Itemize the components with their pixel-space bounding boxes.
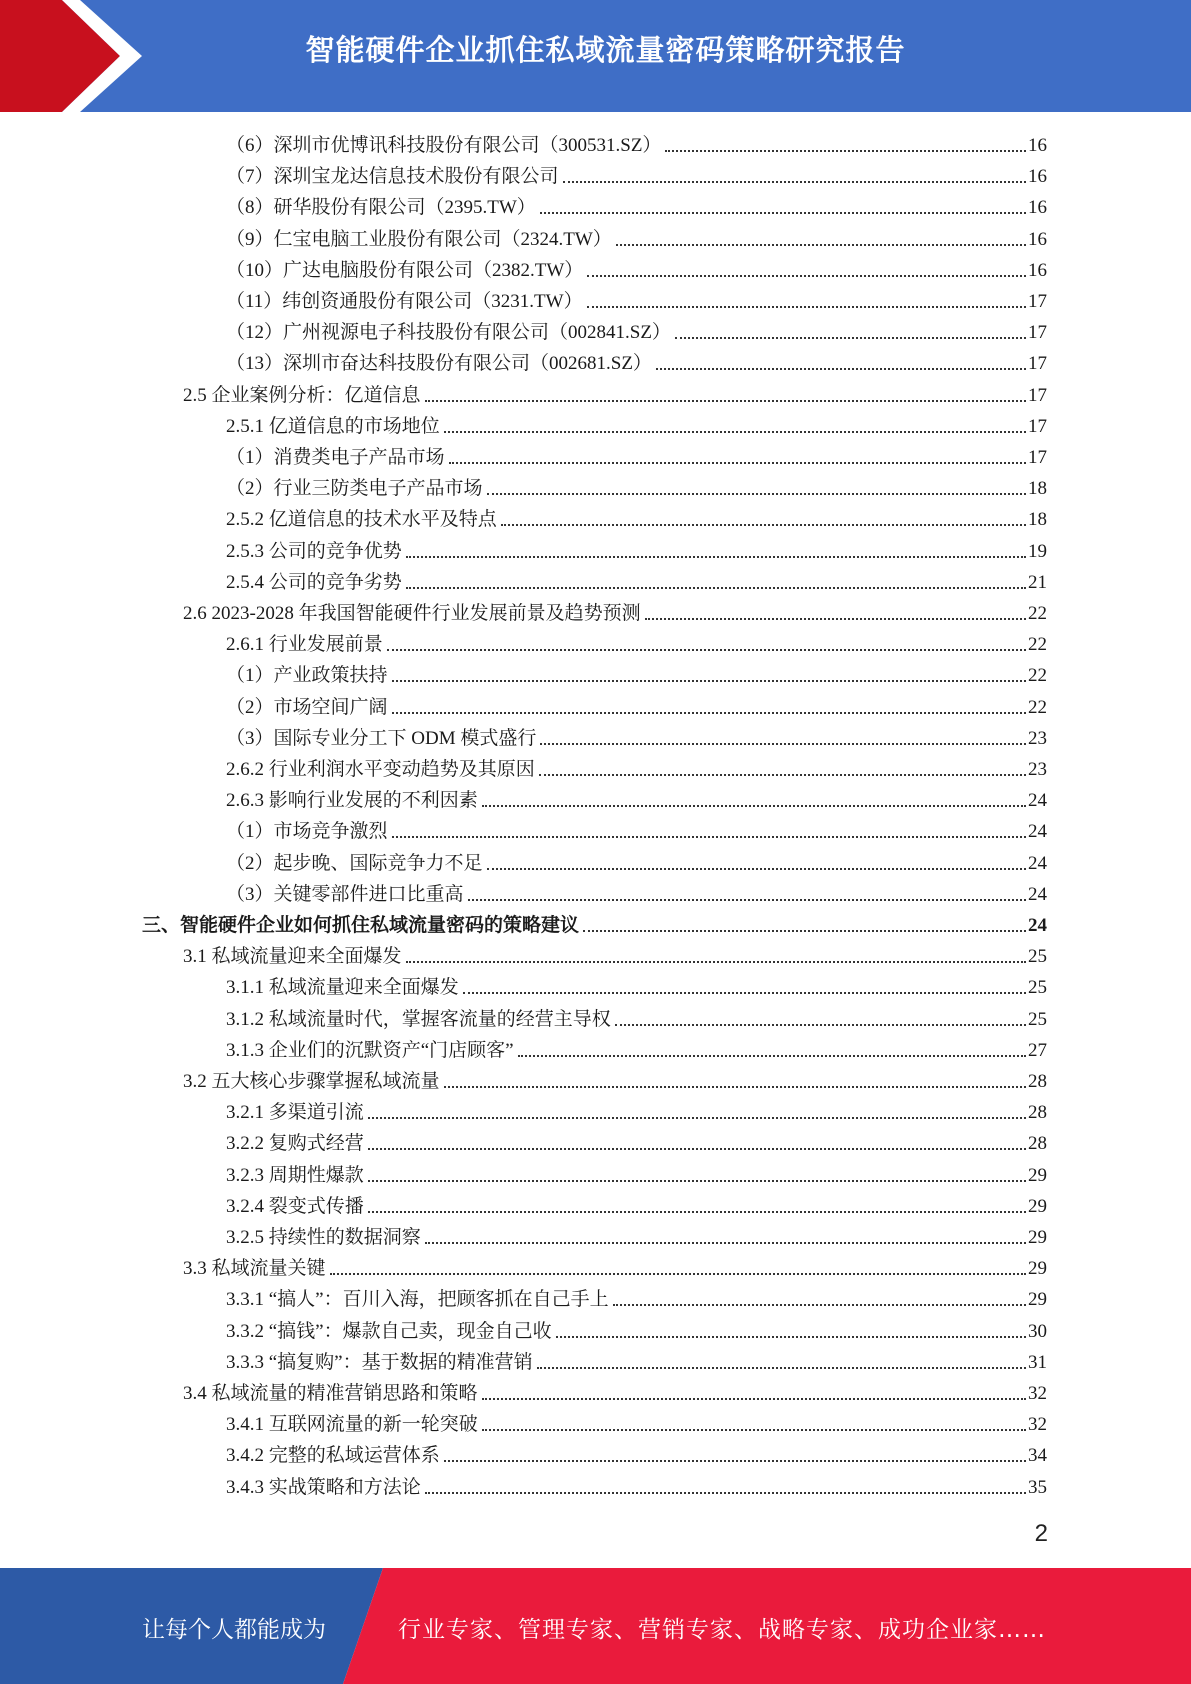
toc-entry-label: 3.1.3 企业们的沉默资产“门店顾客” — [226, 1039, 514, 1061]
toc-entry[interactable] — [183, 1064, 1047, 1094]
toc-dot-leader — [449, 461, 1026, 464]
toc-entry-label: 3.2.4 裂变式传播 — [226, 1195, 364, 1217]
toc-dot-leader — [665, 149, 1026, 152]
toc-dot-leader — [487, 867, 1026, 870]
toc-entry-label: （2）起步晚、国际竞争力不足 — [226, 852, 483, 874]
toc-entry-page: 24 — [1028, 883, 1047, 905]
toc-dot-leader — [392, 711, 1026, 714]
toc-entry-page: 23 — [1028, 759, 1047, 780]
toc-entry-page: 17 — [1028, 447, 1047, 468]
toc-entry-label: 3.1.1 私域流量迎来全面爆发 — [226, 977, 459, 999]
toc-entry-label: 3.3.1 “搞人”：百川入海，把顾客抓在自己手上 — [226, 1289, 609, 1311]
toc-dot-leader — [518, 1054, 1026, 1057]
toc-dot-leader — [539, 773, 1026, 776]
toc-entry[interactable] — [226, 1158, 1047, 1188]
report-title: 智能硬件企业抓住私域流量密码策略研究报告 — [305, 33, 906, 67]
toc-entry[interactable] — [226, 721, 1047, 751]
toc-entry[interactable] — [226, 752, 1047, 782]
toc-entry-page: 25 — [1028, 946, 1047, 968]
toc-entry[interactable] — [226, 409, 1047, 439]
toc-entry-page: 16 — [1028, 259, 1047, 281]
toc-entry-label: （6）深圳市优博讯科技股份有限公司（300531.SZ） — [226, 135, 662, 156]
toc-entry-page: 32 — [1028, 1383, 1047, 1404]
toc-entry-page: 27 — [1028, 1039, 1047, 1061]
toc-dot-leader — [583, 929, 1026, 932]
toc-entry-label: 3.1 私域流量迎来全面爆发 — [183, 946, 402, 968]
toc-entry-page: 16 — [1028, 135, 1047, 156]
toc-dot-leader — [330, 1272, 1026, 1275]
toc-entry[interactable] — [183, 939, 1047, 969]
toc-dot-leader — [406, 960, 1026, 963]
toc-dot-leader — [406, 555, 1026, 558]
toc-entry[interactable] — [226, 565, 1047, 595]
toc-entry[interactable] — [226, 814, 1047, 844]
toc-dot-leader — [482, 804, 1026, 807]
toc-entry[interactable] — [226, 346, 1047, 376]
toc-entry[interactable] — [183, 1251, 1047, 1281]
toc-dot-leader — [487, 492, 1026, 495]
toc-entry-label: （8）研华股份有限公司（2395.TW） — [226, 197, 536, 219]
toc-entry[interactable] — [226, 471, 1047, 501]
toc-dot-leader — [444, 430, 1026, 433]
toc-entry[interactable] — [226, 1126, 1047, 1156]
toc-entry-page: 24 — [1028, 915, 1047, 936]
toc-entry[interactable] — [226, 783, 1047, 813]
toc-entry[interactable] — [226, 690, 1047, 720]
toc-entry[interactable] — [226, 1033, 1047, 1063]
toc-entry[interactable] — [226, 128, 1047, 158]
toc-entry-page: 24 — [1028, 852, 1047, 874]
toc-entry-label: 2.6.3 影响行业发展的不利因素 — [226, 790, 478, 812]
toc-entry-page: 29 — [1028, 1164, 1047, 1186]
toc-entry-label: （1）产业政策扶持 — [226, 665, 388, 687]
toc-entry[interactable] — [226, 627, 1047, 657]
toc-dot-leader — [616, 243, 1026, 246]
toc-entry-label: 2.6 2023-2028 年我国智能硬件行业发展前景及趋势预测 — [183, 603, 641, 624]
toc-entry-page: 34 — [1028, 1445, 1047, 1467]
toc-entry[interactable] — [226, 440, 1047, 470]
toc-entry-label: 三、智能硬件企业如何抓住私域流量密码的策略建议 — [142, 915, 580, 936]
toc-entry[interactable] — [183, 378, 1047, 408]
footer-slogan-left: 让每个人都能成为 — [142, 1617, 326, 1643]
toc-entry-label: 3.3 私域流量关键 — [183, 1258, 326, 1280]
toc-entry-page: 16 — [1028, 197, 1047, 219]
toc-entry-label: 3.1.2 私域流量时代，掌握客流量的经营主导权 — [226, 1008, 611, 1030]
toc-entry-label: （2）行业三防类电子产品市场 — [226, 478, 483, 500]
toc-entry-page: 28 — [1028, 1102, 1047, 1124]
toc-dot-leader — [615, 1023, 1026, 1026]
toc-entry-page: 22 — [1028, 665, 1047, 687]
toc-entry[interactable] — [183, 1376, 1047, 1406]
toc-entry[interactable] — [226, 1407, 1047, 1437]
toc-dot-leader — [540, 211, 1026, 214]
toc-dot-leader — [425, 1491, 1026, 1494]
toc-dot-leader — [482, 1428, 1026, 1431]
toc-dot-leader — [368, 1116, 1026, 1119]
toc-entry[interactable] — [226, 502, 1047, 532]
toc-dot-leader — [537, 1366, 1026, 1369]
toc-entry-page: 16 — [1028, 166, 1047, 188]
toc-dot-leader — [540, 742, 1026, 745]
toc-dot-leader — [463, 991, 1026, 994]
toc-entry-label: （7）深圳宝龙达信息技术股份有限公司 — [226, 166, 559, 188]
toc-entry-label: 2.5 企业案例分析：亿道信息 — [183, 384, 421, 406]
toc-entry-label: 2.5.1 亿道信息的市场地位 — [226, 415, 440, 437]
toc-dot-leader — [392, 835, 1026, 838]
toc-entry-label: （2）市场空间广阔 — [226, 696, 388, 718]
toc-entry[interactable] — [226, 1189, 1047, 1219]
toc-dot-leader — [501, 523, 1026, 526]
toc-entry-label: 2.6.2 行业利润水平变动趋势及其原因 — [226, 759, 535, 780]
toc-entry-page: 30 — [1028, 1320, 1047, 1342]
toc-entry-label: 3.2.3 周期性爆款 — [226, 1164, 364, 1186]
toc-entry-page: 23 — [1028, 727, 1047, 749]
toc-entry[interactable] — [226, 658, 1047, 688]
toc-dot-leader — [482, 1397, 1026, 1400]
toc-entry-label: 3.3.2 “搞钱”：爆款自己卖，现金自己收 — [226, 1320, 552, 1342]
footer-slogan-right: 行业专家、管理专家、营销专家、战略专家、成功企业家…… — [398, 1617, 1046, 1643]
toc-entry-page: 22 — [1028, 603, 1047, 624]
toc-entry-label: 3.2 五大核心步骤掌握私域流量 — [183, 1071, 440, 1092]
toc-dot-leader — [468, 898, 1026, 901]
toc-entry-label: （3）国际专业分工下 ODM 模式盛行 — [226, 727, 537, 749]
toc-dot-leader — [406, 586, 1026, 589]
toc-entry-page: 32 — [1028, 1414, 1047, 1436]
toc-entry[interactable] — [226, 1438, 1047, 1468]
toc-entry-label: 3.2.5 持续性的数据洞察 — [226, 1227, 421, 1248]
toc-entry[interactable] — [226, 253, 1047, 283]
toc-entry[interactable] — [226, 970, 1047, 1000]
toc-entry[interactable] — [226, 284, 1047, 314]
page-footer — [0, 1568, 1191, 1684]
toc-dot-leader — [645, 617, 1026, 620]
toc-entry-page: 25 — [1028, 1008, 1047, 1030]
toc-entry-label: 3.4.3 实战策略和方法论 — [226, 1476, 421, 1498]
toc-entry-label: （1）市场竞争激烈 — [226, 821, 388, 843]
toc-entry-page: 29 — [1028, 1195, 1047, 1217]
toc-entry-page: 17 — [1028, 322, 1047, 344]
toc-entry-page: 35 — [1028, 1476, 1047, 1498]
toc-entry-label: （12）广州视源电子科技股份有限公司（002841.SZ） — [226, 322, 671, 344]
toc-dot-leader — [387, 648, 1026, 651]
toc-entry[interactable] — [226, 1002, 1047, 1032]
toc-entry[interactable] — [226, 1282, 1047, 1312]
toc-dot-leader — [444, 1459, 1026, 1462]
toc-entry-page: 24 — [1028, 821, 1047, 843]
toc-entry-label: （9）仁宝电脑工业股份有限公司（2324.TW） — [226, 228, 612, 250]
toc-dot-leader — [425, 1241, 1026, 1244]
toc-entry[interactable] — [226, 1345, 1047, 1375]
toc-dot-leader — [587, 305, 1026, 308]
toc-entry[interactable] — [226, 1470, 1047, 1500]
toc-entry-label: 3.2.2 复购式经营 — [226, 1133, 364, 1155]
toc-entry-page: 28 — [1028, 1071, 1047, 1092]
toc-entry-page: 17 — [1028, 415, 1047, 437]
toc-entry[interactable] — [183, 596, 1047, 626]
toc-dot-leader — [563, 180, 1026, 183]
toc-entry[interactable] — [226, 159, 1047, 189]
toc-entry[interactable] — [226, 222, 1047, 252]
toc-entry-page: 17 — [1028, 353, 1047, 375]
toc-entry-page: 16 — [1028, 228, 1047, 250]
toc-entry-page: 22 — [1028, 634, 1047, 656]
toc-entry-page: 29 — [1028, 1258, 1047, 1280]
toc-entry-label: 3.4 私域流量的精准营销思路和策略 — [183, 1383, 478, 1404]
toc-dot-leader — [368, 1179, 1026, 1182]
toc-entry-page: 31 — [1028, 1351, 1047, 1373]
toc-entry-page: 28 — [1028, 1133, 1047, 1155]
toc-entry-label: 2.5.3 公司的竞争优势 — [226, 540, 402, 562]
toc-entry-label: 2.5.2 亿道信息的技术水平及特点 — [226, 509, 497, 531]
toc-entry[interactable] — [226, 1220, 1047, 1250]
toc-entry-page: 22 — [1028, 696, 1047, 718]
toc-entry-label: 3.4.1 互联网流量的新一轮突破 — [226, 1414, 478, 1436]
toc-entry[interactable] — [226, 846, 1047, 876]
toc-dot-leader — [587, 274, 1026, 277]
toc-dot-leader — [368, 1147, 1026, 1150]
toc-dot-leader — [656, 367, 1026, 370]
page-number: 2 — [1034, 1520, 1048, 1547]
toc-entry-label: 3.4.2 完整的私域运营体系 — [226, 1445, 440, 1467]
page-header — [0, 0, 1191, 112]
toc-dot-leader — [613, 1303, 1026, 1306]
toc-entry-label: （1）消费类电子产品市场 — [226, 447, 445, 468]
toc-entry[interactable] — [142, 908, 1047, 938]
toc-entry-label: 2.6.1 行业发展前景 — [226, 634, 383, 656]
toc-entry-label: 2.5.4 公司的竞争劣势 — [226, 571, 402, 593]
toc-entry[interactable] — [226, 534, 1047, 564]
toc-entry-page: 17 — [1028, 291, 1047, 312]
toc-entry[interactable] — [226, 190, 1047, 220]
toc-entry-page: 17 — [1028, 384, 1047, 406]
toc-dot-leader — [675, 336, 1026, 339]
toc-entry-label: （3）关键零部件进口比重高 — [226, 883, 464, 905]
toc-entry-label: （11）纬创资通股份有限公司（3231.TW） — [226, 291, 583, 312]
toc-entry[interactable] — [226, 1314, 1047, 1344]
toc-entry-label: 3.3.3 “搞复购”：基于数据的精准营销 — [226, 1351, 533, 1373]
toc-dot-leader — [425, 399, 1026, 402]
toc-dot-leader — [556, 1335, 1026, 1338]
toc-entry-page: 24 — [1028, 790, 1047, 812]
toc-entry-page: 18 — [1028, 509, 1047, 531]
toc-dot-leader — [368, 1210, 1026, 1213]
toc-entry-page: 29 — [1028, 1289, 1047, 1311]
toc-entry-page: 19 — [1028, 540, 1047, 562]
toc-dot-leader — [444, 1085, 1026, 1088]
toc-entry[interactable] — [226, 1095, 1047, 1125]
toc-entry-page: 21 — [1028, 571, 1047, 593]
toc-dot-leader — [392, 679, 1026, 682]
toc-entry-page: 18 — [1028, 478, 1047, 500]
toc-entry-page: 25 — [1028, 977, 1047, 999]
toc-entry[interactable] — [226, 315, 1047, 345]
toc-entry-page: 29 — [1028, 1227, 1047, 1248]
toc-entry-label: 3.2.1 多渠道引流 — [226, 1102, 364, 1124]
toc-entry-label: （13）深圳市奋达科技股份有限公司（002681.SZ） — [226, 353, 652, 375]
toc-entry[interactable] — [226, 877, 1047, 907]
toc-entry-label: （10）广达电脑股份有限公司（2382.TW） — [226, 259, 584, 281]
